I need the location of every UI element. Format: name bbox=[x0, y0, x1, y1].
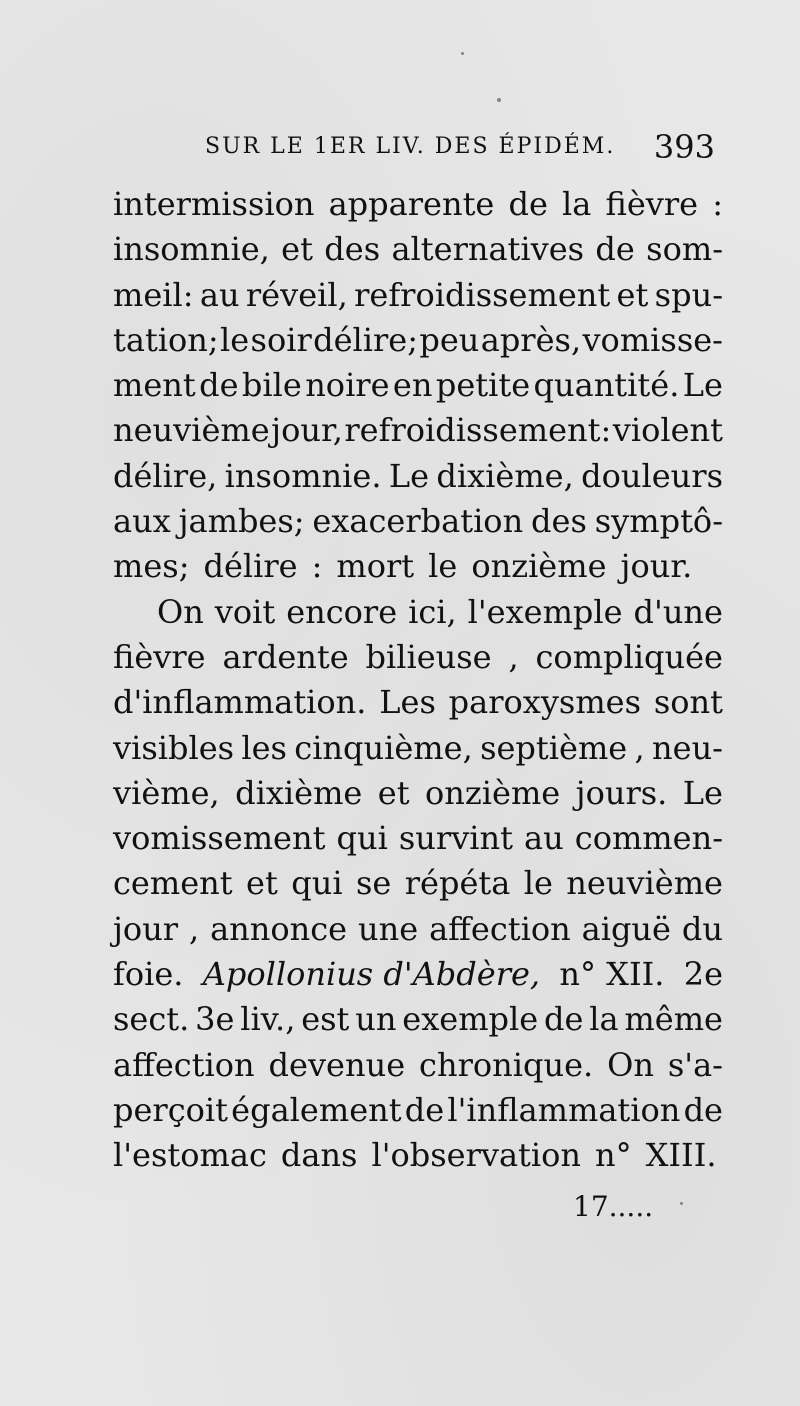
word: Le bbox=[682, 773, 723, 812]
word: après, bbox=[480, 320, 582, 359]
catchword: 17..... bbox=[573, 1190, 654, 1223]
word: chronique. bbox=[419, 1045, 594, 1084]
running-head bbox=[205, 128, 715, 168]
word: de bbox=[508, 185, 548, 223]
word: le bbox=[428, 547, 458, 586]
word: survint bbox=[398, 819, 513, 858]
text-line bbox=[113, 499, 723, 544]
word: vième, bbox=[113, 773, 220, 812]
word: cement bbox=[113, 864, 233, 903]
running-title: SUR LE 1ER LIV. DES ÉPIDÉM. bbox=[205, 134, 616, 159]
page-number: 393 bbox=[653, 128, 715, 166]
word: des bbox=[531, 502, 587, 541]
word: n° bbox=[595, 1136, 632, 1175]
word: aiguë bbox=[581, 909, 671, 948]
word: quantité. bbox=[533, 366, 680, 405]
word: et bbox=[616, 275, 649, 314]
word: de bbox=[683, 1090, 723, 1129]
word: affection bbox=[429, 909, 571, 948]
word: paroxysmes bbox=[448, 683, 642, 722]
word: un bbox=[355, 1000, 397, 1039]
word: aux bbox=[113, 502, 171, 541]
word: fièvre bbox=[605, 185, 699, 223]
word: exemple bbox=[402, 1000, 539, 1039]
word: annonce bbox=[210, 909, 348, 948]
word: jours. bbox=[575, 773, 668, 812]
word: onzième bbox=[471, 547, 607, 586]
text-line bbox=[113, 907, 723, 952]
text-line bbox=[113, 680, 723, 725]
word: le bbox=[220, 320, 250, 359]
word: d'une bbox=[633, 592, 723, 631]
word: mes; bbox=[113, 547, 190, 586]
word: d'inflammation. bbox=[113, 683, 367, 722]
word: commen- bbox=[574, 819, 723, 858]
word: se bbox=[355, 864, 392, 903]
word: en bbox=[392, 366, 433, 405]
text-line bbox=[113, 182, 723, 227]
word: refroidissement: bbox=[344, 411, 612, 450]
word: l'observation bbox=[371, 1136, 582, 1175]
word: meil: bbox=[113, 275, 194, 314]
word: et bbox=[281, 230, 313, 269]
word: la bbox=[589, 1000, 619, 1039]
text-line bbox=[113, 771, 723, 816]
word: spu- bbox=[654, 275, 723, 314]
word: les bbox=[241, 728, 287, 767]
word: peu bbox=[419, 320, 480, 359]
word: le bbox=[523, 864, 553, 903]
word: apparente bbox=[328, 185, 495, 223]
word: et bbox=[246, 864, 278, 903]
text-line bbox=[113, 590, 723, 635]
word: alternatives bbox=[391, 230, 585, 269]
text-line bbox=[113, 1133, 723, 1178]
word: compliquée bbox=[535, 637, 723, 676]
word: : bbox=[311, 547, 323, 586]
word: qui bbox=[291, 864, 343, 903]
word: cinquième, bbox=[294, 728, 473, 767]
text-line bbox=[113, 635, 723, 680]
word: encore bbox=[286, 592, 398, 631]
word: violent bbox=[612, 411, 723, 450]
text-line bbox=[113, 227, 723, 272]
word: délire bbox=[203, 547, 298, 586]
text-line bbox=[113, 408, 723, 453]
word: Apollonius d'Abdère, bbox=[202, 955, 541, 994]
word: Le bbox=[388, 456, 430, 495]
word: même bbox=[624, 1000, 723, 1039]
word: intermission bbox=[113, 185, 315, 223]
word: neuvième bbox=[566, 864, 723, 903]
word: répéta bbox=[404, 864, 511, 903]
text-line bbox=[113, 726, 723, 771]
word: de bbox=[199, 366, 239, 405]
word: perçoit bbox=[113, 1090, 228, 1129]
word: symptô- bbox=[594, 502, 723, 541]
word: et bbox=[377, 773, 410, 812]
word: Les bbox=[379, 683, 436, 722]
ink-spot bbox=[497, 98, 501, 102]
word: insomnie, bbox=[113, 230, 270, 269]
word: une bbox=[358, 909, 419, 948]
text-line bbox=[113, 544, 723, 589]
word: On bbox=[157, 592, 204, 631]
word: septième bbox=[480, 728, 628, 767]
word: dixième, bbox=[436, 456, 574, 495]
word: Le bbox=[682, 366, 723, 405]
word: visibles bbox=[113, 728, 235, 767]
word: délire; bbox=[313, 320, 419, 359]
word: de bbox=[595, 230, 635, 269]
word: ardente bbox=[222, 637, 349, 676]
text-line bbox=[113, 952, 723, 997]
word: de bbox=[404, 1090, 445, 1129]
word: voit bbox=[214, 592, 276, 631]
text-line bbox=[113, 816, 723, 861]
word: neuvième bbox=[113, 411, 270, 450]
word: petite bbox=[435, 366, 531, 405]
text-line bbox=[113, 273, 723, 318]
word: des bbox=[324, 230, 381, 269]
word: jambes; bbox=[178, 502, 305, 541]
word: au bbox=[524, 819, 564, 858]
word: qui bbox=[336, 819, 388, 858]
word: mort bbox=[336, 547, 415, 586]
ink-spot bbox=[680, 1202, 683, 1205]
word: dixième bbox=[235, 773, 363, 812]
text-line bbox=[113, 997, 723, 1042]
word: : bbox=[712, 185, 723, 223]
word: noire bbox=[305, 366, 390, 405]
word: 3e bbox=[195, 1000, 235, 1039]
word: délire, bbox=[113, 456, 218, 495]
word: onzième bbox=[425, 773, 561, 812]
word: , bbox=[508, 637, 519, 676]
word: soir bbox=[250, 320, 312, 359]
text-line bbox=[113, 363, 723, 408]
word: exacerbation bbox=[312, 502, 524, 541]
word: foie. bbox=[113, 955, 184, 994]
word: sect. bbox=[113, 1000, 190, 1039]
word: ici, bbox=[408, 592, 457, 631]
word: réveil, bbox=[245, 275, 348, 314]
word: également bbox=[231, 1090, 402, 1129]
word: douleurs bbox=[581, 456, 723, 495]
word: sont bbox=[653, 683, 723, 722]
word: est bbox=[301, 1000, 350, 1039]
word: n° XII. bbox=[559, 955, 665, 994]
word: dans bbox=[280, 1136, 358, 1175]
word: l'exemple bbox=[467, 592, 623, 631]
word: bile bbox=[241, 366, 302, 405]
word: insomnie. bbox=[224, 456, 382, 495]
word: On bbox=[607, 1045, 654, 1084]
word: l'inflammation bbox=[447, 1090, 681, 1129]
word: la bbox=[562, 185, 592, 223]
word: 2e bbox=[683, 955, 723, 994]
word: du bbox=[681, 909, 723, 948]
word: bilieuse bbox=[365, 637, 492, 676]
body-text bbox=[113, 182, 723, 1179]
word: tation; bbox=[113, 320, 219, 359]
word: vomisse- bbox=[582, 320, 723, 359]
word: jour bbox=[113, 909, 179, 948]
word: s'a- bbox=[667, 1045, 723, 1084]
text-line bbox=[113, 861, 723, 906]
word: de bbox=[544, 1000, 584, 1039]
word: ment bbox=[113, 366, 196, 405]
word: devenue bbox=[268, 1045, 406, 1084]
word: affection bbox=[113, 1045, 255, 1084]
word: fièvre bbox=[113, 637, 206, 676]
text-line bbox=[113, 454, 723, 499]
word: , bbox=[634, 728, 645, 767]
ink-spot bbox=[461, 52, 464, 55]
word: jour. bbox=[620, 547, 693, 586]
word: vomissement bbox=[113, 819, 326, 858]
word: refroidissement bbox=[354, 275, 611, 314]
word: , bbox=[189, 909, 200, 948]
word: liv., bbox=[240, 1000, 296, 1039]
word: l'estomac bbox=[113, 1136, 267, 1175]
word: XIII. bbox=[645, 1136, 717, 1175]
text-line bbox=[113, 318, 723, 363]
word: jour, bbox=[271, 411, 343, 450]
text-line bbox=[113, 1088, 723, 1133]
text-line bbox=[113, 1043, 723, 1088]
word: som- bbox=[646, 230, 723, 269]
word: neu- bbox=[652, 728, 723, 767]
word: au bbox=[199, 275, 240, 314]
